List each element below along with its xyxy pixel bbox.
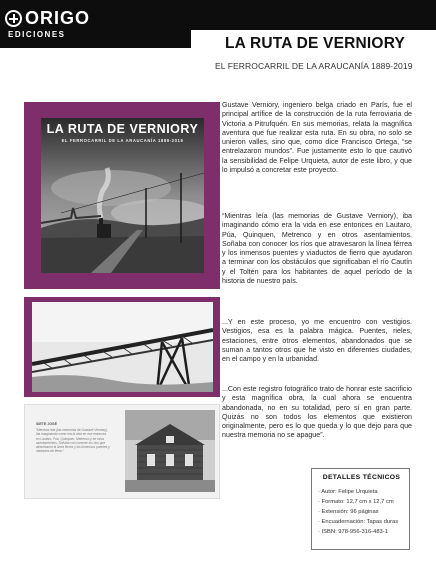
bridge-photo [32, 302, 213, 392]
paragraph-vestigios: ...Y en este proceso, yo me encuentro con vestigios. Vestigios, esa es la palabra mágica. Puentes, rieles, estaciones, entre otros elementos, abandonados que se suman a tantos otros que he visto en diferentes ciudades, en el campo y en la urbanidad. [222, 318, 412, 364]
station-illustration [125, 410, 215, 492]
origo-logo-icon [5, 10, 22, 27]
cover-subtitle: EL FERROCARRIL DE LA ARAUCANÍA 1889-2019 [61, 138, 184, 143]
spec-binding: · Encuadernación: Tapas duras [318, 519, 399, 525]
spec-pages: · Extensión: 96 páginas [318, 509, 379, 515]
station-photo [125, 410, 215, 492]
book-subtitle: EL FERROCARRIL DE LA ARAUCANÍA 1889-2019 [215, 61, 413, 71]
bridge-illustration [32, 302, 213, 392]
paragraph-quote: “Mientras leía (las memorias de Gustave Verniory), iba imaginando cómo era la vida en ese entonces en Lautaro, Púa, Quinquen, Metrenco y en otros asentamientos. Soñaba con conocer los ríos que atravesaron la línea férrea y los inmensos puentes y viaductos de fierro que ayudaron a terminar con los obstáculos que significaban el río Cautín y el Toltén para los habitantes de aquel período de la historia de nuestro país. [222, 212, 412, 286]
spec-isbn: · ISBN: 978-956-316-483-1 [318, 529, 388, 535]
cover-title: LA RUTA DE VERNIORY [46, 122, 199, 136]
technical-details-title: DETALLES TÉCNICOS [322, 474, 401, 481]
spec-author: · Autor: Felipe Urquieta [318, 489, 378, 495]
technical-details-list [318, 487, 398, 537]
book-title: LA RUTA DE VERNIORY [225, 35, 406, 52]
technical-details-box [311, 468, 410, 550]
spread-quote: “Mientras leía (las memorias de Gustave Verniory), iba imaginando cómo era la vida en ese entonces en Lautaro, Púa, Quinquen, Metrenco y en otros asentamientos. Soñaba con conocer los ríos que atravesaron la línea férrea y los inmensos puentes y viaductos de fierro.” [36, 428, 110, 454]
paragraph-registro: ...Con este registro fotográfico trato de honrar este sacrificio y esta magnífica obra, la cual ahora se encuentra abandonada, no en su totalidad, pero sí en gran parte. Quizás no son todos los elementos que existieron originalmente, pero es lo que queda y lo que dejo para que nuestra memoria no se apague”. [222, 385, 412, 440]
paragraph-intro: Gustave Verniory, ingeniero belga criado en París, fue el principal artífice de la construcción de la ruta ferroviaria de Victoria a Pitrufquén. En sus memorias, relata la magnífica aventura que fue realizar esta ruta. En su obra, no solo se unieron valles, sino que, como dice Francisco Ortega, “se entrelazaron mundos”. Fue justamente esto lo que cautivó la sensibilidad de Felipe Urquieta, autor de este libro, y que lo impulsó a concretar este proyecto. [222, 101, 412, 175]
brand-sub: EDICIONES [8, 30, 66, 39]
spread-heading: SIETE JOSÉ [36, 422, 57, 426]
book-cover-image [41, 118, 204, 273]
brand-name: ORIGO [25, 8, 91, 28]
spec-format: · Formato: 12,7 cm x 12,7 cm [318, 499, 394, 505]
